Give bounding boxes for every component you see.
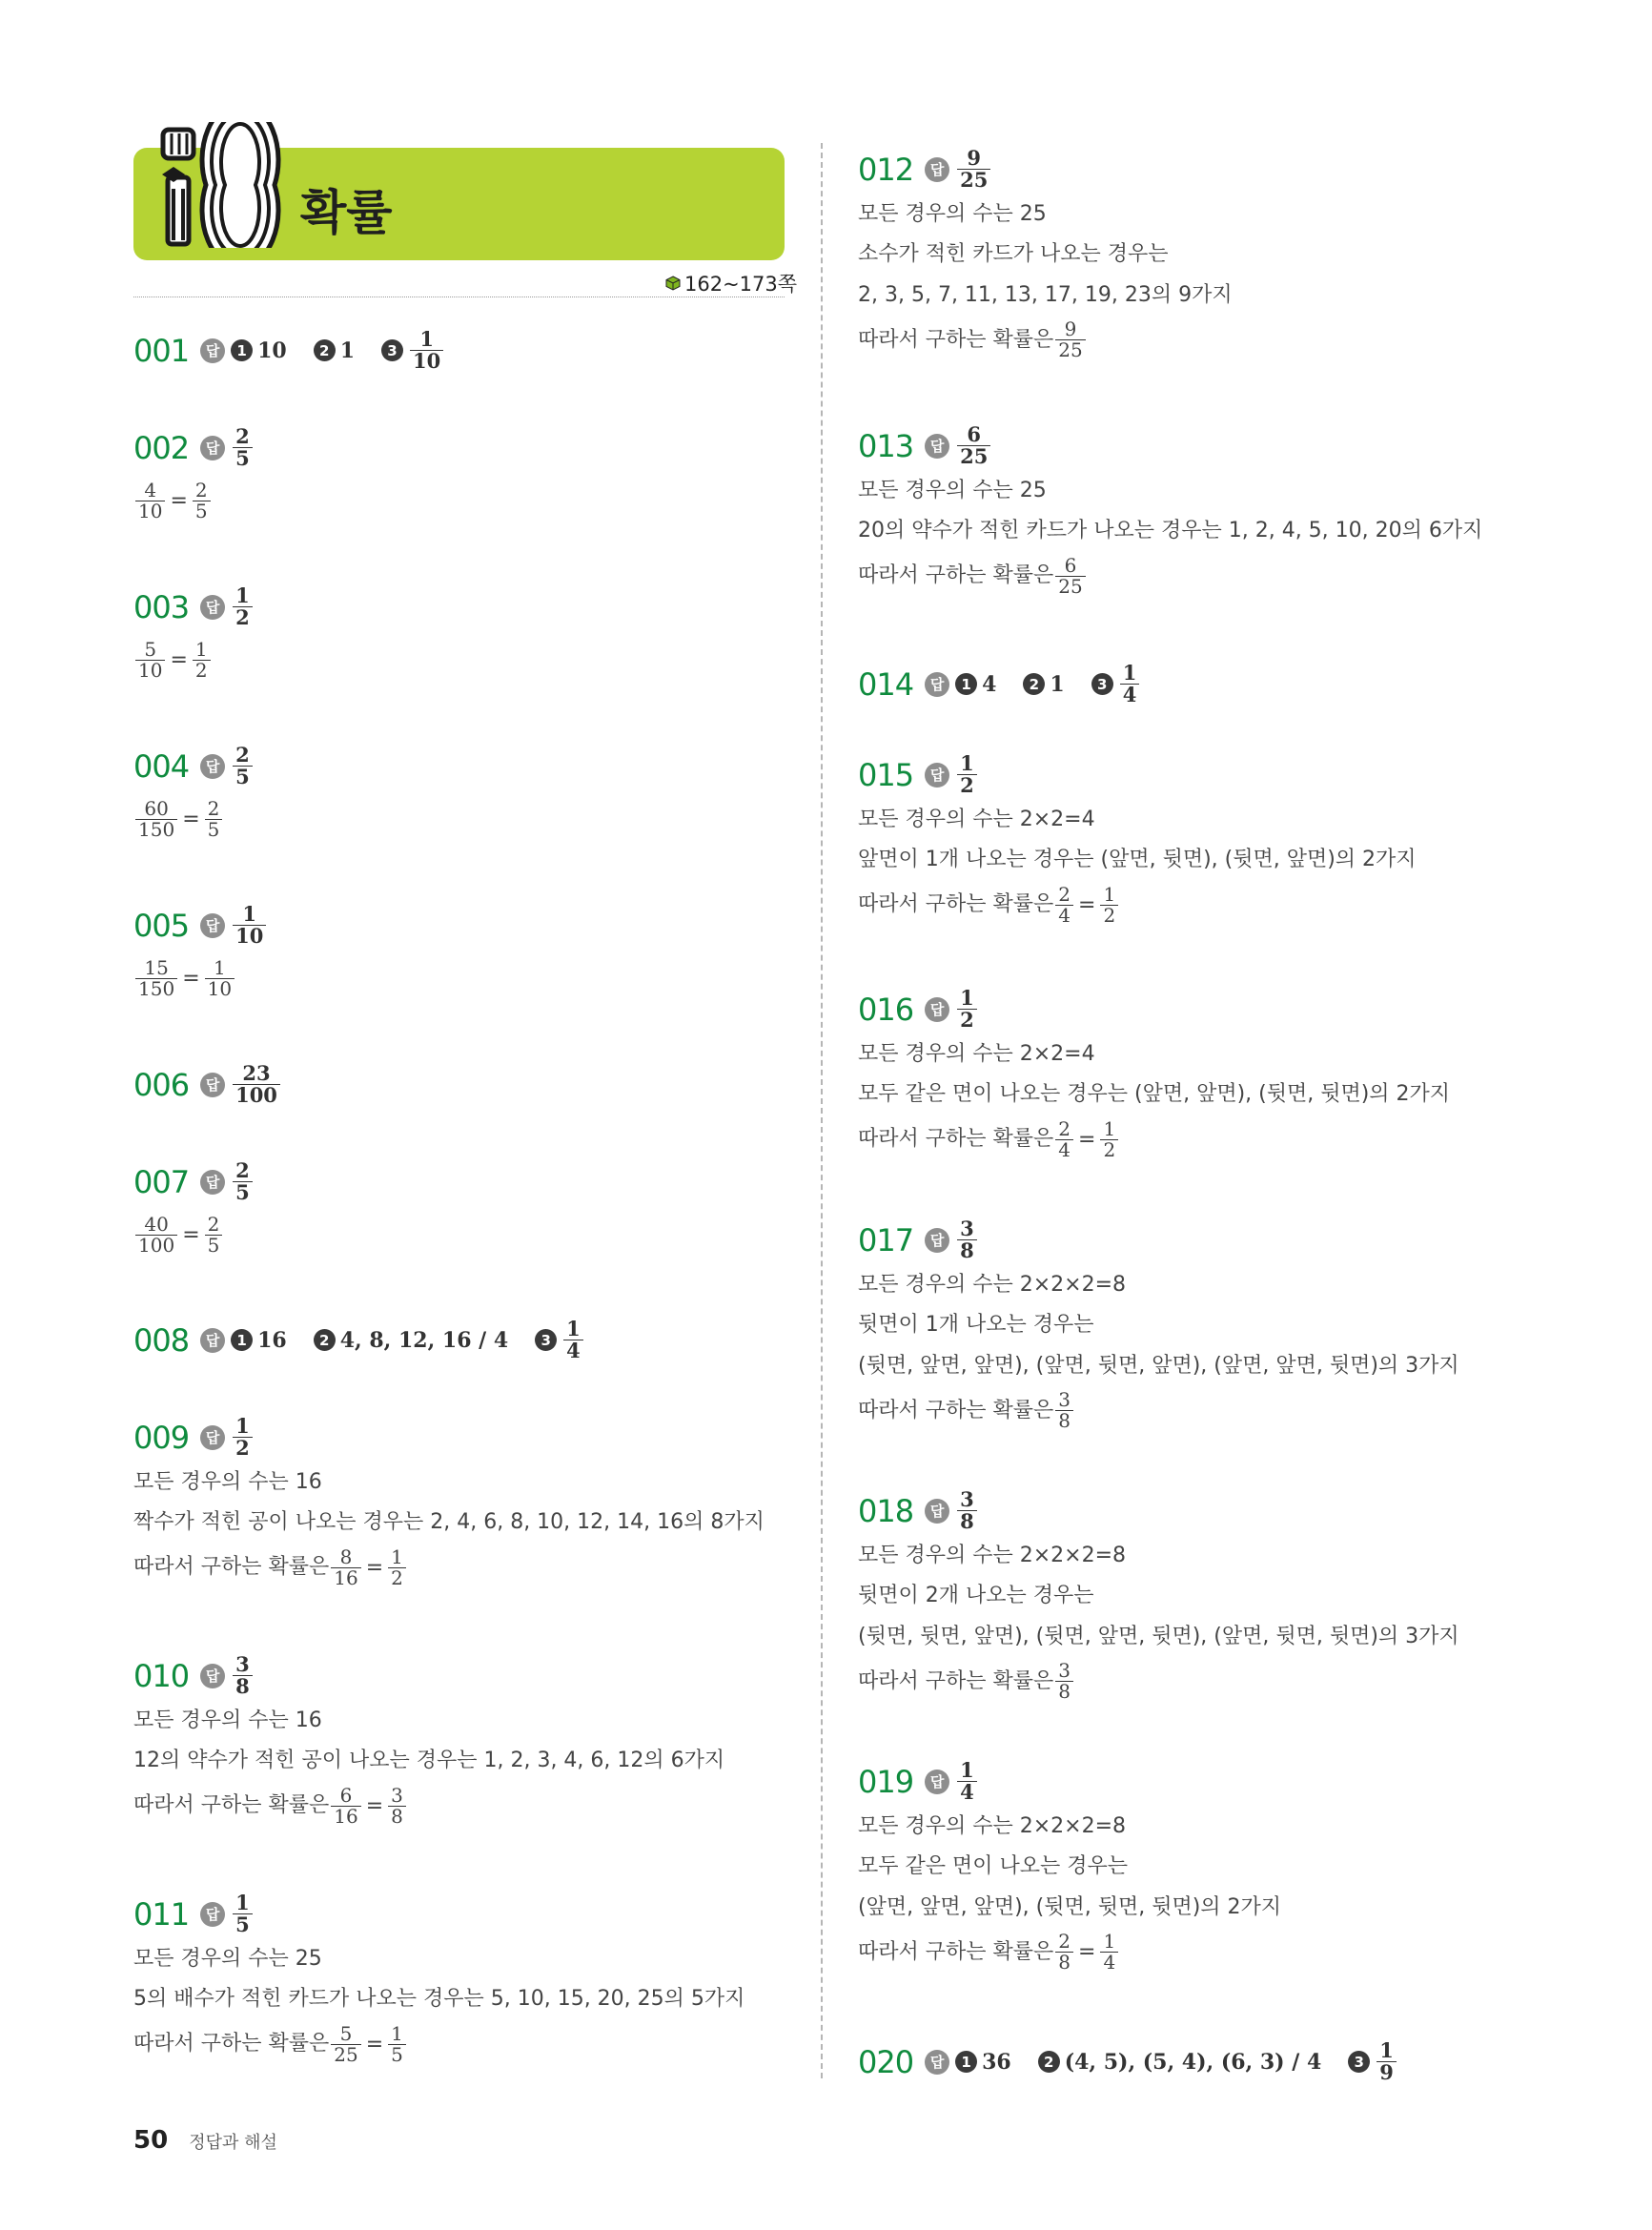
answer-value: (4, 5), (5, 4), (6, 3) / 4	[1064, 2049, 1322, 2075]
answer-fraction: $\frac{1}{4}$	[1120, 663, 1140, 706]
answer-value: 4	[982, 671, 997, 697]
problem-017	[858, 1218, 1459, 1431]
solution-line: 모든 경우의 수는 2×2=4	[858, 808, 1095, 832]
answer-fraction: $\frac{9}{25}$	[957, 148, 990, 191]
problem-018	[858, 1489, 1459, 1702]
problem-number: 010	[133, 1657, 190, 1694]
problem-009	[133, 1416, 765, 1588]
problem-016	[858, 988, 1450, 1160]
solution-line: 모든 경우의 수는 16	[133, 1470, 322, 1495]
solution-line: 뒷면이 1개 나오는 경우는	[858, 1313, 1094, 1338]
solution-line: 모두 같은 면이 나오는 경우는 (앞면, 앞면), (뒷면, 뒷면)의 2가지	[858, 1082, 1451, 1107]
answer-fraction: $\frac{1}{2}$	[957, 753, 977, 796]
answer-fraction: $\frac{2}{5}$	[233, 426, 253, 469]
answer-badge: 답	[925, 1499, 949, 1524]
answer-fraction: $\frac{1}{9}$	[1377, 2040, 1397, 2083]
solution-conclusion: 따라서 구하는 확률은 $\frac{9}{25}$	[858, 319, 1233, 360]
answer-badge: 답	[200, 595, 225, 620]
problem-006	[133, 1063, 282, 1106]
answer-value: 10	[257, 338, 287, 363]
solution-conclusion: 따라서 구하는 확률은 $\frac{6}{25}$	[858, 556, 1482, 597]
answer-fraction: $\frac{1}{10}$	[410, 329, 443, 372]
answer-badge: 답	[925, 2050, 949, 2075]
answer-badge: 답	[200, 436, 225, 460]
answer-fraction: $\frac{3}{8}$	[233, 1654, 253, 1697]
problem-number: 005	[133, 907, 190, 944]
answer-fraction: $\frac{1}{2}$	[233, 1416, 253, 1459]
problem-number: 007	[133, 1163, 190, 1200]
solution-conclusion: 따라서 구하는 확률은 $\frac{3}{8}$	[858, 1661, 1459, 1702]
answer-fraction: $\frac{1}{2}$	[233, 585, 253, 628]
solution-line: 모든 경우의 수는 2×2=4	[858, 1042, 1095, 1067]
answer-badge: 답	[925, 763, 949, 788]
solution-equation: $\frac{40}{100}$ = $\frac{2}{5}$	[133, 1215, 255, 1256]
problem-010	[133, 1654, 724, 1827]
solution-equation: $\frac{15}{150}$ = $\frac{1}{10}$	[133, 958, 268, 999]
problem-number: 004	[133, 747, 190, 785]
answer-fraction: $\frac{3}{8}$	[957, 1218, 977, 1261]
cube-icon	[665, 276, 681, 291]
solution-conclusion: 따라서 구하는 확률은 $\frac{5}{25}$ = $\frac{1}{5}$	[133, 2024, 744, 2065]
solution-equation: $\frac{60}{150}$ = $\frac{2}{5}$	[133, 799, 255, 840]
answer-fraction: $\frac{1}{2}$	[957, 988, 977, 1031]
answer-badge: 답	[200, 1170, 225, 1195]
solution-line: 모든 경우의 수는 2×2×2=8	[858, 1814, 1127, 1839]
problem-number: 009	[133, 1419, 190, 1456]
solution-equation: $\frac{4}{10}$ = $\frac{2}{5}$	[133, 481, 255, 522]
part-marker: 1	[231, 339, 253, 361]
answer-badge: 답	[200, 1328, 225, 1353]
solution-line: (뒷면, 뒷면, 앞면), (뒷면, 앞면, 뒷면), (앞면, 뒷면, 뒷면)의 3가지	[858, 1624, 1459, 1648]
problem-004	[133, 745, 255, 840]
answer-value: 4, 8, 12, 16 / 4	[339, 1327, 509, 1353]
answer-value: 1	[1050, 671, 1065, 697]
solution-line: 소수가 적힌 카드가 나오는 경우는	[858, 242, 1169, 267]
answer-fraction: $\frac{2}{5}$	[233, 1160, 253, 1203]
problem-020	[858, 2040, 1398, 2083]
chapter-title: 확률	[300, 185, 393, 240]
problem-012	[858, 148, 1233, 360]
problem-number: 016	[858, 991, 914, 1028]
answer-badge: 답	[200, 1073, 225, 1097]
answer-badge: 답	[200, 338, 225, 363]
answer-badge: 답	[200, 1425, 225, 1450]
answer-badge: 답	[200, 1902, 225, 1927]
problem-number: 012	[858, 151, 914, 188]
solution-line: 모든 경우의 수는 25	[858, 479, 1047, 503]
problem-number: 018	[858, 1492, 914, 1529]
problem-number: 014	[858, 665, 914, 703]
answer-fraction: $\frac{1}{4}$	[563, 1319, 583, 1361]
solution-line: 모든 경우의 수는 2×2×2=8	[858, 1273, 1127, 1298]
solution-line: 2, 3, 5, 7, 11, 13, 17, 19, 23의 9가지	[858, 282, 1233, 307]
answer-badge: 답	[925, 157, 949, 182]
answer-badge: 답	[925, 672, 949, 697]
solution-line: 12의 약수가 적힌 공이 나오는 경우는 1, 2, 3, 4, 6, 12의 6가지	[133, 1749, 725, 1773]
problem-number: 003	[133, 588, 190, 625]
answer-badge: 답	[925, 434, 949, 459]
page-range-text: 162~173쪽	[684, 273, 798, 296]
problem-005	[133, 904, 268, 999]
solution-conclusion: 따라서 구하는 확률은 $\frac{8}{16}$ = $\frac{1}{2}$	[133, 1547, 765, 1588]
part-marker: 1	[955, 673, 977, 695]
problem-003	[133, 585, 255, 681]
column-divider	[821, 143, 823, 2078]
answer-value: 36	[982, 2049, 1011, 2075]
part-marker: 3	[1348, 2051, 1370, 2073]
answer-fraction: $\frac{1}{5}$	[233, 1892, 253, 1935]
solution-line: 앞면이 1개 나오는 경우는 (앞면, 뒷면), (뒷면, 앞면)의 2가지	[858, 848, 1417, 872]
problem-number: 001	[133, 332, 190, 369]
solution-conclusion: 따라서 구하는 확률은 $\frac{2}{4}$ = $\frac{1}{2}$	[858, 1119, 1450, 1160]
footer-label: 정답과 해설	[189, 2133, 277, 2153]
problem-019	[858, 1760, 1281, 1973]
problem-015	[858, 753, 1417, 926]
part-marker: 2	[1023, 673, 1045, 695]
answer-fraction: $\frac{3}{8}$	[957, 1489, 977, 1532]
problem-013	[858, 424, 1482, 597]
solution-line: 모든 경우의 수는 25	[133, 1947, 322, 1972]
part-marker: 3	[1091, 673, 1113, 695]
part-marker: 1	[231, 1329, 253, 1351]
page-number: 50	[133, 2126, 169, 2155]
problem-number: 015	[858, 756, 914, 793]
answer-fraction: $\frac{23}{100}$	[233, 1063, 280, 1106]
answer-fraction: $\frac{6}{25}$	[957, 424, 990, 467]
problem-number: 002	[133, 429, 190, 466]
part-marker: 2	[314, 1329, 336, 1351]
problem-number: 008	[133, 1321, 190, 1359]
problem-number: 011	[133, 1895, 190, 1933]
problem-number: 006	[133, 1066, 190, 1103]
problem-number: 020	[858, 2043, 914, 2080]
solution-line: (뒷면, 앞면, 앞면), (앞면, 뒷면, 앞면), (앞면, 앞면, 뒷면)의 3가지	[858, 1353, 1459, 1378]
solution-line: 모두 같은 면이 나오는 경우는	[858, 1854, 1128, 1879]
page-footer	[133, 2126, 277, 2155]
part-marker: 2	[314, 339, 336, 361]
answer-badge: 답	[200, 754, 225, 779]
solution-line: 뒷면이 2개 나오는 경우는	[858, 1584, 1094, 1608]
answer-badge: 답	[200, 913, 225, 938]
part-marker: 3	[381, 339, 403, 361]
problem-011	[133, 1892, 744, 2065]
problem-001	[133, 329, 445, 372]
problem-number: 017	[858, 1221, 914, 1258]
page-range	[665, 269, 797, 297]
problem-008	[133, 1319, 585, 1361]
solution-line: 짝수가 적힌 공이 나오는 경우는 2, 4, 6, 8, 10, 12, 14, 16의 8가지	[133, 1510, 765, 1535]
problem-002	[133, 426, 255, 522]
part-marker: 2	[1038, 2051, 1060, 2073]
solution-equation: $\frac{5}{10}$ = $\frac{1}{2}$	[133, 640, 255, 681]
problem-014	[858, 663, 1141, 706]
solution-line: 모든 경우의 수는 2×2×2=8	[858, 1544, 1127, 1568]
answer-fraction: $\frac{2}{5}$	[233, 745, 253, 788]
solution-line: 20의 약수가 적힌 카드가 나오는 경우는 1, 2, 4, 5, 10, 20의 6가지	[858, 519, 1483, 543]
solution-conclusion: 따라서 구하는 확률은 $\frac{3}{8}$	[858, 1390, 1459, 1431]
chapter-number-icon	[160, 122, 284, 248]
answer-value: 16	[257, 1327, 287, 1353]
part-marker: 1	[955, 2051, 977, 2073]
solution-conclusion: 따라서 구하는 확률은 $\frac{6}{16}$ = $\frac{3}{8}$	[133, 1786, 724, 1827]
problem-007	[133, 1160, 255, 1256]
solution-conclusion: 따라서 구하는 확률은 $\frac{2}{8}$ = $\frac{1}{4}$	[858, 1932, 1281, 1973]
answer-value: 1	[339, 338, 356, 363]
answer-badge: 답	[200, 1664, 225, 1688]
solution-line: 모든 경우의 수는 25	[858, 202, 1047, 227]
solution-line: 5의 배수가 적힌 카드가 나오는 경우는 5, 10, 15, 20, 25의 5가지	[133, 1987, 745, 2012]
answer-badge: 답	[925, 1228, 949, 1253]
solution-line: (앞면, 앞면, 앞면), (뒷면, 뒷면, 뒷면)의 2가지	[858, 1894, 1282, 1919]
solution-line: 모든 경우의 수는 16	[133, 1708, 322, 1733]
answer-fraction: $\frac{1}{10}$	[233, 904, 266, 947]
solution-conclusion: 따라서 구하는 확률은 $\frac{2}{4}$ = $\frac{1}{2}$	[858, 885, 1417, 926]
answer-badge: 답	[925, 1770, 949, 1794]
answer-fraction: $\frac{1}{4}$	[957, 1760, 977, 1803]
part-marker: 3	[535, 1329, 557, 1351]
answer-badge: 답	[925, 997, 949, 1022]
problem-number: 019	[858, 1763, 914, 1800]
problem-number: 013	[858, 427, 914, 464]
